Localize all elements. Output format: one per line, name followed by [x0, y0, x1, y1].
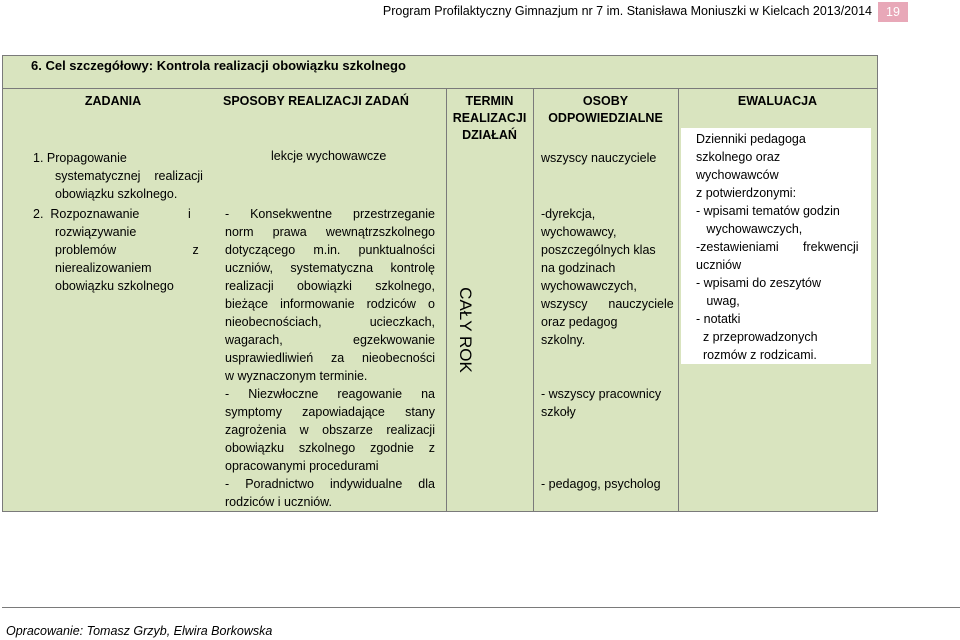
row1-task-line: 1. Propagowanie — [33, 151, 127, 165]
method-line: usprawiedliwień za nieobecności — [225, 351, 435, 365]
section-title: 6. Cel szczegółowy: Kontrola realizacji obowiązku szkolnego — [2, 55, 878, 89]
method-line: symptomy zapowiadające stany — [225, 405, 435, 419]
row2-task — [33, 205, 213, 295]
column-separator — [678, 89, 679, 511]
row1-task-line: obowiązku szkolnego. — [55, 187, 178, 201]
header-evaluation: EWALUACJA — [737, 94, 818, 108]
row2-task-line: rozwiązywanie — [55, 225, 137, 239]
evaluation-line: - wpisami tematów godzin — [696, 204, 840, 218]
evaluation-line: -zestawieniami frekwencji — [696, 240, 859, 254]
method-line: bieżące informowanie rodziców o — [225, 297, 435, 311]
evaluation-line: wychowawców — [696, 168, 779, 182]
method-line: w wyznaczonym terminie. — [225, 369, 368, 383]
method-line: dotyczącego m.in. punktualności — [225, 243, 435, 257]
evaluation-line: Dzienniki pedagoga — [696, 132, 806, 146]
row1-task-line: systematycznej realizacji — [55, 169, 203, 183]
method-line: wagarach, egzekwowanie — [225, 333, 435, 347]
method-line: obowiązku szkolnego zgodnie z — [225, 441, 435, 455]
footer-divider — [2, 607, 960, 608]
row2-persons — [541, 205, 674, 349]
page-header — [0, 0, 960, 24]
method-line: nieobecnościach, ucieczkach, — [225, 315, 435, 329]
evaluation-box — [681, 128, 871, 364]
evaluation-line: rozmów z rodzicami. — [696, 348, 817, 362]
persons-line: wychowawcy, — [541, 225, 617, 239]
method-line: norm prawa wewnątrzszkolnego — [225, 225, 435, 239]
evaluation-line: wychowawczych, — [696, 222, 803, 236]
row1-persons: wszyscy nauczyciele — [541, 151, 657, 165]
persons-line: wszyscy nauczyciele — [541, 297, 674, 311]
term-cell — [443, 267, 487, 392]
method-line: uczniów, systematyczna kontrolę — [225, 261, 435, 275]
row2-persons-pedagogue: - pedagog, psycholog — [541, 477, 661, 491]
evaluation-line: uwag, — [696, 294, 740, 308]
persons-line: poszczególnych klas — [541, 243, 656, 257]
evaluation-line: szkolnego oraz — [696, 150, 781, 164]
evaluation-line: z przeprowadzonych — [696, 330, 818, 344]
header-term-line: DZIAŁAŃ — [462, 128, 517, 142]
footer-authors: Opracowanie: Tomasz Grzyb, Elwira Borkowska — [6, 624, 273, 638]
method-line: - Konsekwentne przestrzeganie — [225, 207, 435, 221]
header-methods: SPOSOBY REALIZACJI ZADAŃ — [223, 94, 409, 108]
header-persons — [533, 93, 678, 127]
persons-line: -dyrekcja, — [541, 207, 596, 221]
header-persons-line: ODPOWIEDZIALNE — [548, 111, 663, 125]
persons-line: szkoły — [541, 405, 576, 419]
method-line: realizacji obowiązki szkolnego, — [225, 279, 435, 293]
persons-line: oraz pedagog — [541, 315, 618, 329]
evaluation-line: - notatki — [696, 312, 741, 326]
header-term-line: TERMIN — [465, 94, 514, 108]
method-line: - Niezwłoczne reagowanie na — [225, 387, 435, 401]
evaluation-line: - wpisami do zeszytów — [696, 276, 822, 290]
evaluation-line: z potwierdzonymi: — [696, 186, 797, 200]
row1-task — [33, 149, 213, 203]
row2-task-line: 2. Rozpoznawanie i — [33, 207, 191, 221]
persons-line: - wszyscy pracownicy — [541, 387, 662, 401]
column-separator — [533, 89, 534, 511]
method-line: opracowanymi procedurami — [225, 459, 379, 473]
term-value: CAŁY ROK — [456, 286, 475, 373]
header-persons-line: OSOBY — [582, 94, 629, 108]
persons-line: szkolny. — [541, 333, 586, 347]
persons-line: wychowawczych, — [541, 279, 637, 293]
header-term-line: REALIZACJI — [452, 111, 527, 125]
row2-task-line: nierealizowaniem — [55, 261, 152, 275]
row2-task-line: obowiązku szkolnego — [55, 279, 174, 293]
header-title: Program Profilaktyczny Gimnazjum nr 7 im. Stanisława Moniuszki w Kielcach 2013/2014 — [382, 4, 872, 18]
evaluation-content — [681, 128, 871, 364]
evaluation-line: uczniów — [696, 258, 742, 272]
header-tasks: ZADANIA — [84, 94, 142, 108]
persons-line: na godzinach — [541, 261, 616, 275]
row2-task-line: problemów z — [55, 243, 199, 257]
method-line: zagrożenia w obszarze realizacji — [225, 423, 435, 437]
row2-methods — [225, 205, 435, 511]
method-line: - Poradnictwo indywidualne dla — [225, 477, 435, 491]
row1-method: lekcje wychowawcze — [271, 149, 387, 163]
header-term — [446, 93, 533, 144]
method-line: rodziców i uczniów. — [225, 495, 332, 509]
page-number-badge: 19 — [878, 2, 908, 22]
row2-persons-staff — [541, 385, 661, 421]
